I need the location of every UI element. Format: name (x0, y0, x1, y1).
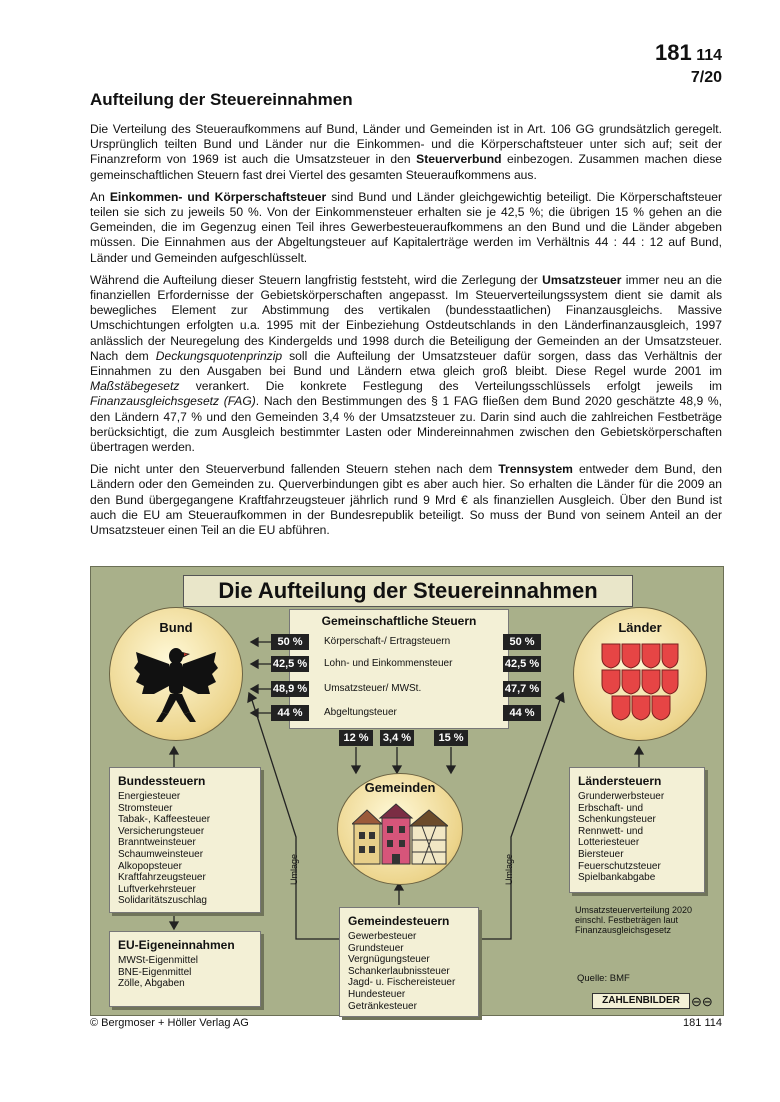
bundessteuer-item: Alkopopsteuer (118, 860, 182, 872)
row-label-koerperschaft: Körperschaft-/ Ertragsteuern (324, 636, 451, 647)
gemeindesteuer-item: Hundesteuer (348, 988, 406, 1000)
umlage-label-left: Umlage (289, 853, 299, 885)
bundessteuern-title: Bundessteuern (118, 774, 206, 788)
laendersteuer-item: Schenkungsteuer (578, 814, 656, 826)
umlage-label-right: Umlage (504, 853, 514, 885)
paragraph-2: An Einkommen- und Körperschaftsteuer sind Bund und Länder gleichgewichtig beteiligt. Die Körperschaftsteuer teilen sie sich zu jeweils 50 %. Von der Einkommensteuer erhalten sie je 42,5 %; die übrigen 15 % gehen an die Gemeinden, die im Gegenzug einen Teil ihres Gewerbesteueraufkommens an den Bund und die Länder abgeben müssen. Die Einnahmen aus der Abgeltungsteuer auf Kapitalerträge werden im Verhältnis 44 : 44 : 12 auf Bund, Länder und Gemeinden aufgeschlüsselt. (90, 189, 723, 265)
eu-item: MWSt-Eigenmittel (118, 955, 199, 966)
gemeinden-share-einkommen: 15 % (434, 730, 468, 746)
paragraph-4: Die nicht unter den Steuerverbund fallenden Steuern stehen nach dem Trennsystem entweder dem Bund, den Ländern oder den Gemeinden zu. Querverbindungen gibt es aber auch hier. So erhalten die Länder für die 2009 an den Bund übergegangene Kraftfahrzeugsteuer jährlich rund 9 Mrd € als finanziellen Ausgleich. Über den Bund ist auch die EU am Steueraufkommen in der Bundesrepublik beteiligt. So muss der Bund von seinem Anteil an der Umsatzsteuer einen Teil an die EU abführen. (90, 462, 723, 538)
bundessteuer-item: Versicherungsteuer (118, 825, 205, 837)
zahlenbilder-brand: ZAHLENBILDER (592, 993, 690, 1009)
laendersteuer-item: Lotteriesteuer (578, 837, 640, 849)
state-shields-icon (600, 642, 680, 726)
bundessteuer-item: Branntweinsteuer (118, 837, 196, 849)
document-title: Aufteilung der Steuereinnahmen (90, 90, 353, 109)
laender-share-einkommen: 42,5 % (504, 658, 540, 670)
eu-title: EU-Eigeneinnahmen (118, 938, 235, 952)
paragraph-3: Während die Aufteilung dieser Steuern langfristig feststeht, wird die Zerlegung der Umsatzsteuer immer neu an die finanziellen Erfordernisse der Gebietskörperschaften angepasst. Im Steuerverteilungssystem dient sie damit als bewegliches Element zur Abstimmung des vertikalen (bundesstaatlichen) Finanzausgleichs. Massive Umschichtungen erfolgten u.a. 1995 mit der Einbeziehung Ostdeutschlands in den Länderfinanzausgleich, 1997 anlässlich der Neuregelung des Kindergelds und 1998 durch die Beteiligung der Gemeinden an der Umsatzsteuer. Nach dem Deckungsquotenprinzip soll die Aufteilung der Umsatzsteuer dafür sorgen, dass das Verhältnis der Einnahmen zu den Ausgaben bei Bund und Ländern etwa gleich groß bleibt. Diese Regel wurde 2001 im Maßstäbegesetz verankert. Die konkrete Festlegung des Verteilungsschlüssels erfolgt jeweils im Finanzausgleichsgesetz (FAG). Nach den Bestimmungen des § 1 FAG fließen dem Bund 2020 geschätzte 48,9 %, den Ländern 47,7 % und den Gemeinden 3,4 % der Umsatzsteuer zu. Darin sind auch die zahlreichen Festbeträge berücksichtigt, die zum Ausgleich bestimmter Lasten oder Mindereinnahmen zwischen den Gebietskörperschaften übertragen werden. (90, 272, 723, 455)
gemeinden-share-abgeltung: 12 % (339, 730, 373, 746)
bundessteuer-item: Kraftfahrzeugsteuer (118, 872, 206, 884)
eagle-icon (132, 638, 220, 730)
gemeindesteuern-panel (339, 907, 479, 1017)
body-text (90, 122, 722, 545)
gemeindesteuer-item: Vergnügungsteuer (348, 954, 430, 966)
laendersteuer-item: Feuerschutzsteuer (578, 860, 661, 872)
eu-item: BNE-Eigenmittel (118, 966, 192, 978)
laendersteuer-item: Biersteuer (578, 848, 624, 860)
eu-eigeneinnahmen-panel (109, 931, 261, 1007)
bund-label: Bund (159, 620, 193, 635)
gemeinden-share-umsatz: 3,4 % (380, 730, 414, 746)
gemeinden-label: Gemeinden (364, 780, 436, 795)
distribution-note: Umsatzsteuerverteilung 2020 einschl. Festbeträgen laut Finanzausgleichsgesetz (575, 905, 693, 935)
page-number-main: 181 (655, 40, 692, 65)
laendersteuer-item: Spielbankabgabe (578, 872, 656, 884)
bundessteuer-item: Energiesteuer (118, 791, 181, 802)
bund-share-einkommen: 42,5 % (272, 658, 308, 670)
bund-share-abgeltung: 44 % (271, 705, 309, 721)
gemeindesteuern-title: Gemeindesteuern (348, 914, 450, 928)
gemeindesteuer-item: Gewerbesteuer (348, 931, 417, 942)
laendersteuern-title: Ländersteuern (578, 774, 662, 788)
laendersteuer-item: Grunderwerbsteuer (578, 791, 665, 802)
tax-distribution-graphic (90, 566, 724, 1016)
gemeinden-circle (337, 773, 463, 885)
bundessteuer-item: Luftverkehrsteuer (118, 883, 196, 895)
laendersteuern-panel (569, 767, 705, 893)
bund-circle (109, 607, 243, 741)
row-label-abgeltung: Abgeltungsteuer (324, 707, 397, 718)
row-label-einkommen: Lohn- und Einkommensteuer (324, 658, 453, 669)
laendersteuer-item: Erbschaft- und (578, 802, 644, 814)
graphic-title: Die Aufteilung der Steuereinnahmen (183, 575, 633, 607)
bundessteuer-item: Schaumweinsteuer (118, 848, 204, 860)
bundessteuern-panel (109, 767, 261, 913)
source-label: Quelle: BMF (577, 973, 630, 984)
zahlenbilder-logo-icon: ⊖⊖ (691, 994, 713, 1009)
laender-share-koerperschaft: 50 % (503, 634, 541, 650)
laender-circle (573, 607, 707, 741)
laender-share-abgeltung: 44 % (503, 705, 541, 721)
laender-label: Länder (618, 620, 662, 635)
gemeindesteuer-item: Schankerlaubnissteuer (348, 965, 450, 977)
issue-number: 7/20 (690, 69, 722, 86)
gemeindesteuer-item: Getränkesteuer (348, 1000, 417, 1012)
publisher-credit: © Bergmoser + Höller Verlag AG (90, 1017, 249, 1029)
laendersteuer-item: Rennwett- und (578, 825, 644, 837)
town-houses-icon (352, 800, 448, 866)
bundessteuer-item: Stromsteuer (118, 802, 173, 814)
bund-share-umsatz: 48,9 % (272, 683, 308, 695)
gemeinschaftliche-steuern-box (289, 609, 509, 729)
page-number-sub: 114 (696, 47, 722, 64)
laender-share-umsatz: 47,7 % (504, 683, 540, 695)
page-number (655, 42, 722, 89)
bund-share-koerperschaft: 50 % (271, 634, 309, 650)
gemeinschaftliche-steuern-title: Gemeinschaftliche Steuern (321, 614, 477, 628)
bundessteuer-item: Tabak-, Kaffeesteuer (118, 814, 211, 826)
gemeindesteuer-item: Grundsteuer (348, 942, 404, 954)
bundessteuer-item: Solidaritätszuschlag (118, 895, 207, 907)
gemeindesteuer-item: Jagd- u. Fischereisteuer (348, 977, 456, 989)
eu-item: Zölle, Abgaben (118, 978, 185, 990)
paragraph-1: Die Verteilung des Steueraufkommens auf Bund, Länder und Gemeinden ist in Art. 106 GG grundsätzlich geregelt. Ursprünglich teilten Bund und Länder nur die Einkommen- und die Körperschaftsteuer unter sich auf; seit der Finanzreform von 1969 ist auch die Umsatzsteuer in den Steuerverbund einbezogen. Zusammen machen diese gemeinschaftlichen Steuern fast drei Viertel des gesamten Steueraufkommens aus. (90, 122, 723, 182)
row-label-umsatz: Umsatzsteuer/ MWSt. (324, 683, 422, 694)
footer-code: 181 114 (683, 1017, 722, 1029)
